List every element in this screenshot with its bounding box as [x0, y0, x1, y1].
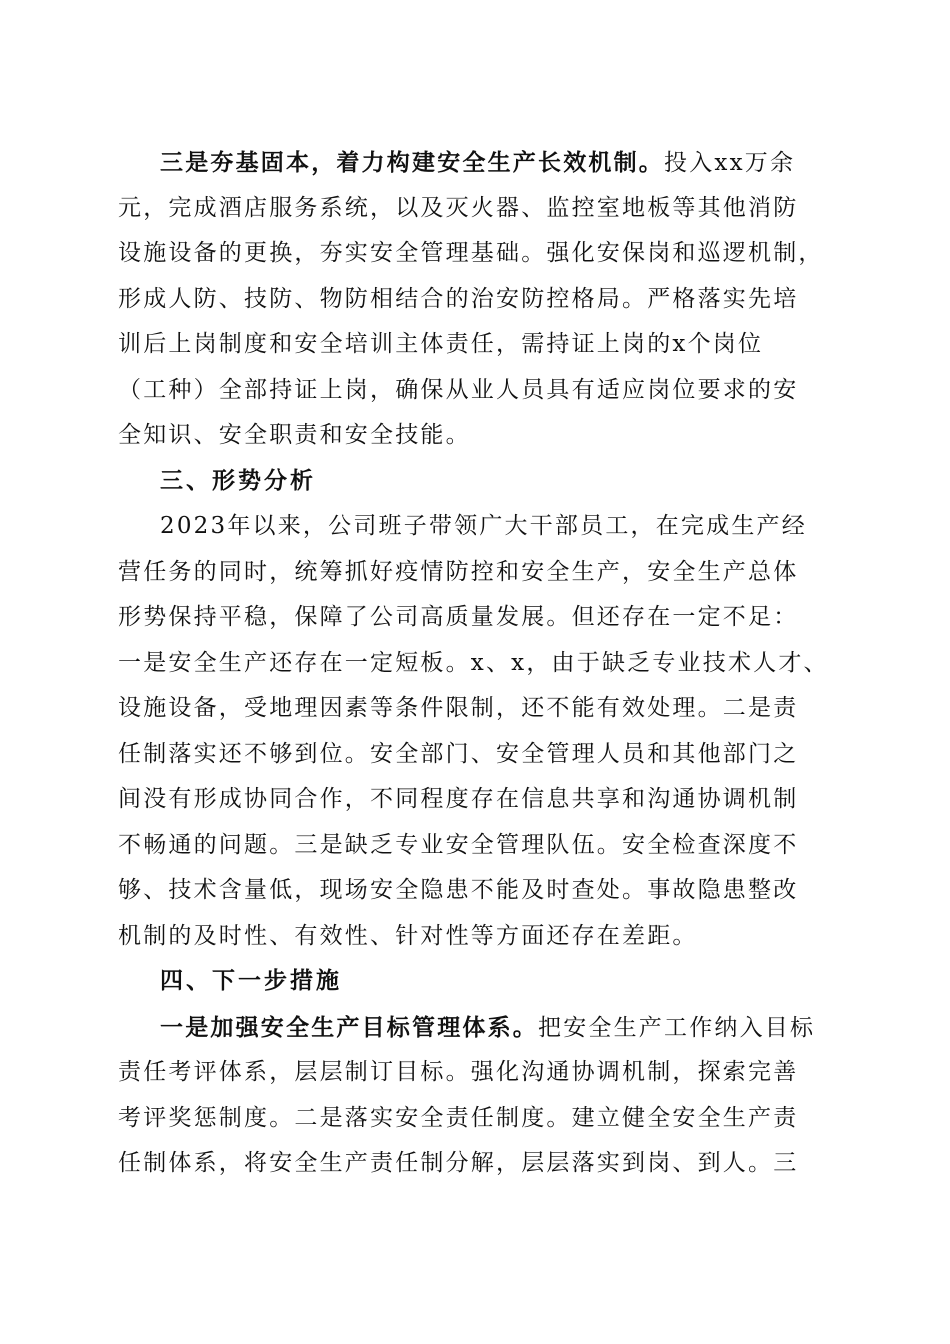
text-line: 责任考评体系，层层制订目标。强化沟通协调机制，探索完善	[118, 1059, 799, 1085]
paragraph-foundation	[118, 140, 830, 459]
text-line: 机制的及时性、有效性、针对性等方面还存在差距。	[118, 922, 698, 949]
text-line: 一是加强安全生产目标管理体系。把安全生产工作纳入目标	[160, 1013, 816, 1041]
paragraph-lead: 三是夯基固本，着力构建安全生产长效机制。	[160, 149, 664, 176]
text-line: 间没有形成协同合作，不同程度存在信息共享和沟通协调机制	[118, 786, 799, 812]
text-line: 不畅通的问题。三是缺乏专业安全管理队伍。安全检查深度不	[118, 831, 799, 858]
text-line: 够、技术含量低，现场安全隐患不能及时查处。事故隐患整改	[118, 877, 799, 903]
text-line: 设施设备的更换，夯实安全管理基础。强化安保岗和巡逻机制，	[118, 240, 824, 266]
text-line: 训后上岗制度和安全培训主体责任，需持证上岗的x个岗位	[118, 331, 764, 357]
text-line: 形势保持平稳，保障了公司高质量发展。但还存在一定不足：	[118, 604, 799, 630]
text-line: 一是安全生产还存在一定短板。x、x，由于缺乏专业技术人才、	[118, 649, 829, 676]
text-line: 任制体系，将安全生产责任制分解，层层落实到岗、到人。三	[118, 1150, 799, 1176]
text-line: 2023年以来，公司班子带领广大干部员工，在完成生产经	[160, 513, 807, 539]
paragraph-next-steps	[118, 1005, 830, 1187]
text-line: 形成人防、技防、物防相结合的治安防控格局。严格落实先培	[118, 285, 799, 312]
text-line: （工种）全部持证上岗，确保从业人员具有适应岗位要求的安	[118, 376, 799, 403]
text-line: 设施设备，受地理因素等条件限制，还不能有效处理。二是责	[118, 695, 799, 721]
document-body	[118, 140, 830, 1187]
paragraph-situation	[118, 504, 830, 959]
paragraph-lead: 一是加强安全生产目标管理体系。	[160, 1013, 538, 1041]
section-heading: 三、形势分析	[160, 467, 316, 494]
text-line: 元，完成酒店服务系统，以及灭火器、监控室地板等其他消防	[118, 194, 799, 221]
text-line: 营任务的同时，统筹抓好疫情防控和安全生产，安全生产总体	[118, 558, 799, 585]
text-line: 考评奖惩制度。二是落实安全责任制度。建立健全安全生产责	[118, 1104, 799, 1131]
text-line: 三是夯基固本，着力构建安全生产长效机制。投入xx万余	[160, 149, 796, 176]
text-line: 全知识、安全职责和安全技能。	[118, 422, 471, 448]
section-heading: 四、下一步措施	[160, 968, 342, 994]
text-line: 任制落实还不够到位。安全部门、安全管理人员和其他部门之	[118, 740, 799, 767]
